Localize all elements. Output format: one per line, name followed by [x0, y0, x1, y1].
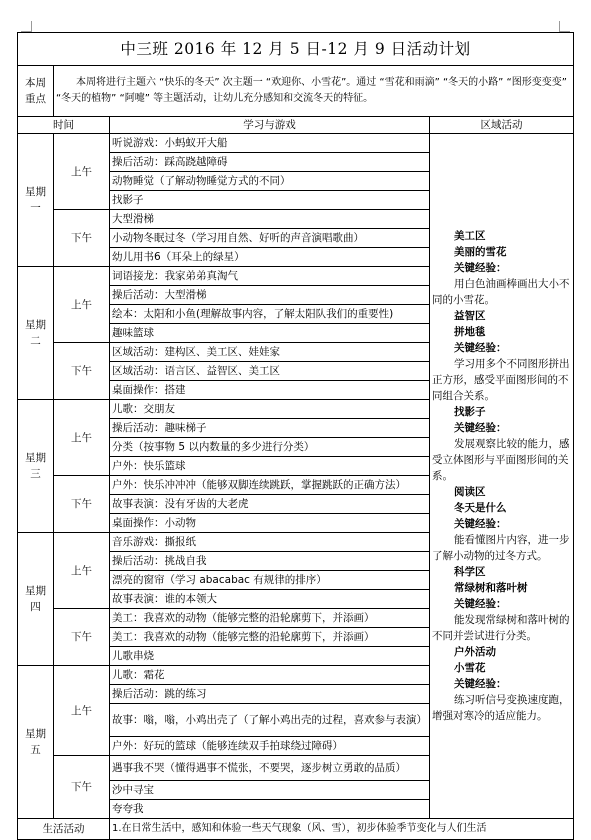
weekly-focus-label: 本周重点 — [18, 66, 54, 117]
page-corner-mark — [559, 21, 570, 32]
region-activity-title: 美丽的雪花 — [454, 246, 507, 258]
morning-label: 上午 — [54, 666, 110, 756]
activity-item: 漂亮的窗帘（学习 abacabac 有规律的排序） — [110, 571, 430, 590]
activity-item: 遇事我不哭（懂得遇事不慌张，不要哭，逐步树立勇敢的品质） — [110, 756, 430, 781]
day-label: 星期三 — [18, 400, 54, 533]
day-label: 星期一 — [18, 134, 54, 267]
activity-item: 桌面操作：小动物 — [110, 514, 430, 533]
afternoon-label: 下午 — [54, 476, 110, 533]
activity-item: 儿歌：霜花 — [110, 666, 430, 685]
activity-item: 户外：快乐篮球 — [110, 457, 430, 476]
region-activity-title: 冬天是什么 — [454, 502, 507, 514]
activity-item: 操后活动：跳的练习 — [110, 685, 430, 704]
activity-item: 故事表演：没有牙齿的大老虎 — [110, 495, 430, 514]
region-area-name: 阅读区 — [454, 486, 486, 498]
region-activity-title: 找影子 — [454, 406, 486, 418]
weekly-focus-row — [18, 66, 574, 117]
title-row — [18, 33, 574, 66]
time-header: 时间 — [18, 117, 110, 134]
region-header: 区域活动 — [430, 117, 574, 134]
activity-row — [18, 134, 574, 153]
activity-item: 儿歌串烧 — [110, 647, 430, 666]
afternoon-label: 下午 — [54, 756, 110, 819]
afternoon-label: 下午 — [54, 609, 110, 666]
activity-item: 趣味篮球 — [110, 324, 430, 343]
key-experience-text: 用白色油画棒画出大小不同的小雪花。 — [432, 278, 570, 306]
activity-item: 操后活动：踩高跷越障碍 — [110, 153, 430, 172]
activity-item: 美工：我喜欢的动物（能够完整的沿轮廓剪下，并添画） — [110, 628, 430, 647]
morning-label: 上午 — [54, 267, 110, 343]
activity-plan-table — [17, 32, 574, 840]
life-activities-text: 1.在日常生活中，感知和体验一些天气现象（风、雪），初步体验季节变化与人们生活 — [110, 819, 574, 840]
key-experience-label: 关键经验： — [454, 342, 507, 354]
key-experience-text: 发展观察比较的能力，感受立体图形与平面图形间的关系。 — [432, 438, 570, 482]
activity-item: 动物睡觉（了解动物睡觉方式的不同） — [110, 172, 430, 191]
key-experience-label: 关键经验： — [454, 518, 507, 530]
key-experience-text: 能看懂图片内容，进一步了解小动物的过冬方式。 — [432, 534, 570, 562]
life-activities-row — [18, 819, 574, 840]
activity-item: 分类（按事物 5 以内数量的多少进行分类） — [110, 438, 430, 457]
activity-item: 音乐游戏：撕报纸 — [110, 533, 430, 552]
key-experience-text: 学习用多个不同图形拼出正方形，感受平面图形间的不同组合关系。 — [432, 358, 570, 402]
day-label: 星期五 — [18, 666, 54, 819]
day-label: 星期二 — [18, 267, 54, 400]
activity-item: 美工：我喜欢的动物（能够完整的沿轮廓剪下，并添画） — [110, 609, 430, 628]
key-experience-label: 关键经验： — [454, 678, 507, 690]
page-corner-mark — [21, 21, 32, 32]
region-area-name: 户外活动 — [454, 646, 496, 658]
key-experience-label: 关键经验： — [454, 598, 507, 610]
activity-item: 词语接龙：我家弟弟真淘气 — [110, 267, 430, 286]
activity-item: 找影子 — [110, 191, 430, 210]
life-activities-label: 生活活动 — [18, 819, 110, 840]
weekly-focus-text: 本周将进行主题六 “快乐的冬天” 次主题一 “欢迎你、小雪花”。通过 “雪花和雨滴” “冬天的小路” “图形变变变” “冬天的植物” “阿嚏” 等主题活动，让幼儿充分感知和交流冬天的特征。 — [54, 66, 574, 117]
activity-item: 夸夸我 — [110, 800, 430, 819]
activity-item: 户外：好玩的篮球（能够连续双手拍球绕过障碍） — [110, 737, 430, 756]
activity-item: 听说游戏：小蚂蚁开大船 — [110, 134, 430, 153]
region-activities — [430, 134, 574, 819]
activity-item: 儿歌：交朋友 — [110, 400, 430, 419]
region-activity-title: 小雪花 — [454, 662, 486, 674]
activity-item: 大型滑梯 — [110, 210, 430, 229]
region-activity-title: 拼地毯 — [454, 326, 486, 338]
activity-item: 绘本：太阳和小鱼(理解故事内容，了解太阳队我们的重要性) — [110, 305, 430, 324]
activity-item: 沙中寻宝 — [110, 781, 430, 800]
day-label: 星期四 — [18, 533, 54, 666]
activity-item: 小动物冬眠过冬（学习用自然、好听的声音演唱歌曲） — [110, 229, 430, 248]
afternoon-label: 下午 — [54, 343, 110, 400]
key-experience-label: 关键经验： — [454, 422, 507, 434]
activity-item: 幼儿用书6（耳朵上的绿星） — [110, 248, 430, 267]
header-row — [18, 117, 574, 134]
morning-label: 上午 — [54, 400, 110, 476]
region-area-name: 美工区 — [454, 230, 486, 242]
activities-header: 学习与游戏 — [110, 117, 430, 134]
morning-label: 上午 — [54, 134, 110, 210]
key-experience-label: 关键经验： — [454, 262, 507, 274]
activity-item: 桌面操作：搭建 — [110, 381, 430, 400]
key-experience-text: 能发现常绿树和落叶树的不同并尝试进行分类。 — [432, 614, 570, 642]
activity-item: 操后活动：大型滑梯 — [110, 286, 430, 305]
activity-item: 户外：快乐冲冲冲（能够双脚连续跳跃，掌握跳跃的正确方法） — [110, 476, 430, 495]
region-area-name: 科学区 — [454, 566, 486, 578]
activity-item: 故事表演：谁的本领大 — [110, 590, 430, 609]
region-activity-title: 常绿树和落叶树 — [454, 582, 528, 594]
activity-item: 区域活动：语言区、益智区、美工区 — [110, 362, 430, 381]
activity-item: 故事：嗡，嗡，小鸡出壳了（了解小鸡出壳的过程，喜欢参与表演） — [110, 704, 430, 737]
activity-item: 操后活动：挑战自我 — [110, 552, 430, 571]
afternoon-label: 下午 — [54, 210, 110, 267]
region-area-name: 益智区 — [454, 310, 486, 322]
morning-label: 上午 — [54, 533, 110, 609]
activity-item: 操后活动：趣味梯子 — [110, 419, 430, 438]
activity-item: 区域活动：建构区、美工区、娃娃家 — [110, 343, 430, 362]
plan-title: 中三班 2016 年 12 月 5 日-12 月 9 日活动计划 — [18, 33, 574, 66]
key-experience-text: 练习听信号变换速度跑，增强对寒冷的适应能力。 — [432, 694, 570, 722]
